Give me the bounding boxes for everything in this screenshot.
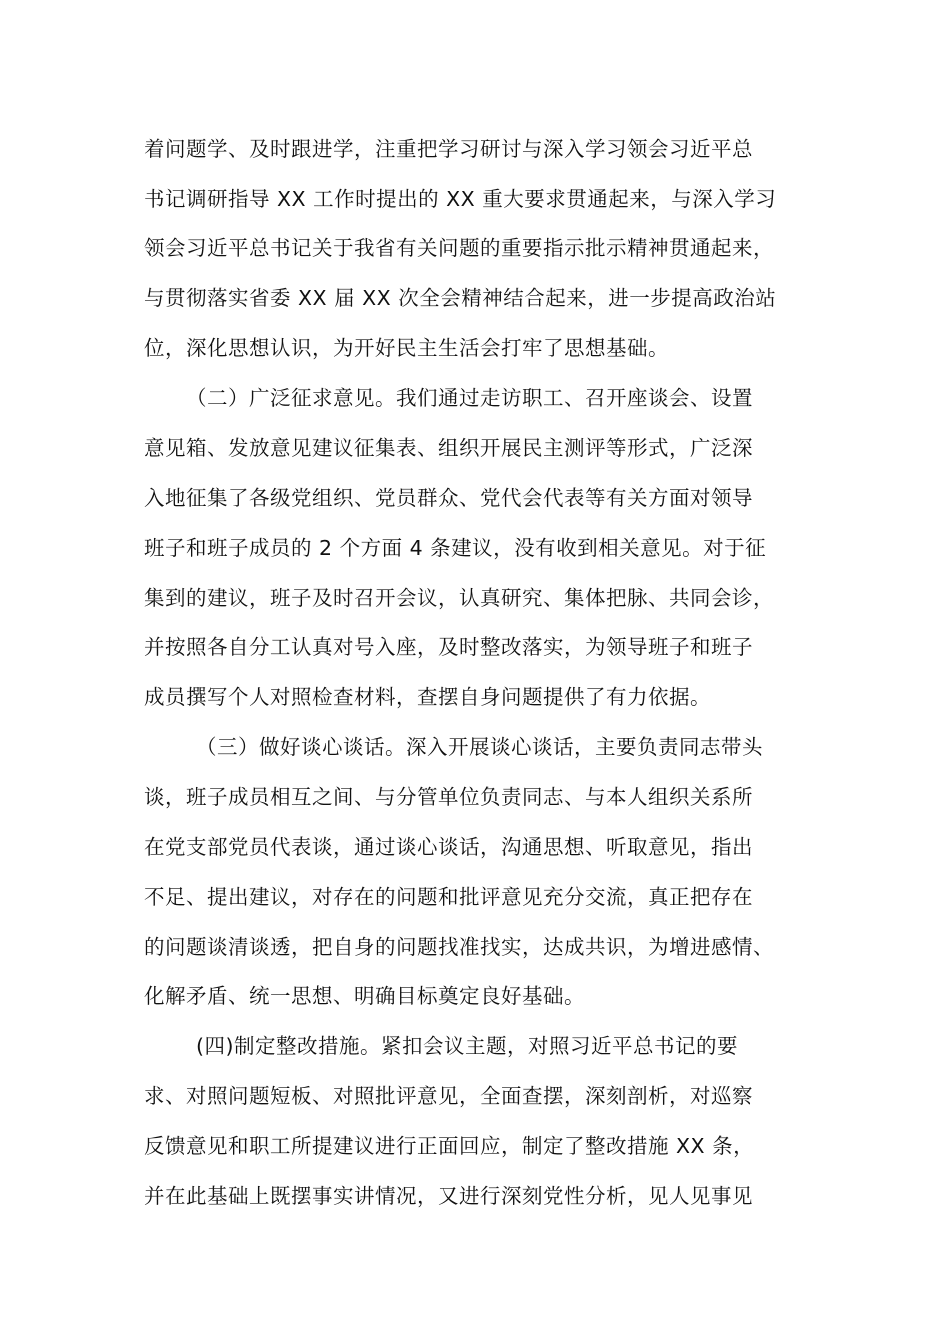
text-line: 不足、提出建议，对存在的问题和批评意见充分交流，真正把存在 <box>144 885 753 909</box>
text-line: 入地征集了各级党组织、党员群众、党代会代表等有关方面对领导 <box>144 486 753 510</box>
text-line: 书记调研指导 XX 工作时提出的 XX 重大要求贯通起来，与深入学习 <box>144 187 777 211</box>
text-line: 反馈意见和职工所提建议进行正面回应，制定了整改措施 XX 条， <box>144 1134 755 1158</box>
text-line: 谈，班子成员相互之间、与分管单位负责同志、与本人组织关系所 <box>144 785 753 809</box>
text-line: 班子和班子成员的 2 个方面 4 条建议，没有收到相关意见。对于征 <box>144 536 767 560</box>
text-line: 在党支部党员代表谈，通过谈心谈话，沟通思想、听取意见，指出 <box>144 835 753 859</box>
text-line: 的问题谈清谈透，把自身的问题找准找实，达成共识，为增进感情、 <box>144 935 774 959</box>
paragraph-heading-2: （二）广泛征求意见。我们通过走访职工、召开座谈会、设置 <box>186 386 753 410</box>
text-line: 领会习近平总书记关于我省有关问题的重要指示批示精神贯通起来， <box>144 236 774 260</box>
text-line: 化解矛盾、统一思想、明确目标奠定良好基础。 <box>144 984 585 1008</box>
text-line: 求、对照问题短板、对照批评意见，全面查摆，深刻剖析，对巡察 <box>144 1084 753 1108</box>
text-line: 成员撰写个人对照检查材料，查摆自身问题提供了有力依据。 <box>144 685 711 709</box>
text-line: 并按照各自分工认真对号入座，及时整改落实，为领导班子和班子 <box>144 635 753 659</box>
text-line: 意见箱、发放意见建议征集表、组织开展民主测评等形式，广泛深 <box>144 436 753 460</box>
text-line: 与贯彻落实省委 XX 届 XX 次全会精神结合起来，进一步提高政治站 <box>144 286 777 310</box>
text-line: 位，深化思想认识，为开好民主生活会打牢了思想基础。 <box>144 336 669 360</box>
paragraph-heading-4: (四)制定整改措施。紧扣会议主题，对照习近平总书记的要 <box>196 1034 738 1058</box>
text-line: 并在此基础上既摆事实讲情况，又进行深刻党性分析，见人见事见 <box>144 1184 753 1208</box>
text-line: 集到的建议，班子及时召开会议，认真研究、集体把脉、共同会诊， <box>144 586 774 610</box>
text-line: 着问题学、及时跟进学，注重把学习研讨与深入学习领会习近平总 <box>144 137 753 161</box>
paragraph-heading-3: （三）做好谈心谈话。深入开展谈心谈话，主要负责同志带头 <box>196 735 763 759</box>
